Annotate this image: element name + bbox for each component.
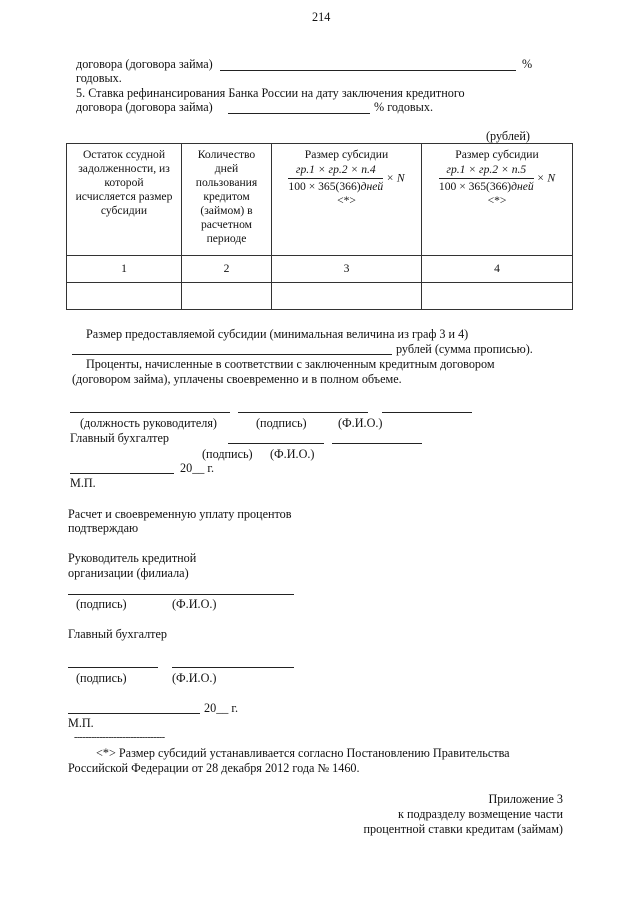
header-col1-line: задолженности, из (78, 162, 170, 175)
header-col1-line: исчисляется размер (75, 190, 173, 203)
header-col4-note: <*> (487, 194, 507, 207)
appendix-line3: процентной ставки кредитам (займам) (363, 822, 563, 836)
position-label: (должность руководителя) (80, 416, 217, 430)
header-col3-title: Размер субсидии (304, 148, 389, 161)
footnote-rule: -------------------------------- (74, 732, 165, 743)
interest-paid-line1: Проценты, начисленные в соответствии с заключенным кредитным договором (86, 357, 495, 371)
chief-signature-label: (подпись) (202, 447, 253, 461)
formula-p4-denominator (288, 179, 383, 194)
subsidy-amount-suffix: рублей (сумма прописью). (396, 342, 533, 356)
header-col4-title: Размер субсидии (455, 148, 539, 161)
bank-chief-signature-line[interactable] (68, 667, 158, 668)
header-col1-line: субсидии (100, 204, 148, 217)
header-col2-line: Количество (197, 148, 256, 161)
date-blank-line[interactable] (70, 473, 174, 474)
column-number: 4 (422, 256, 573, 283)
chief-accountant-label: Главный бухгалтер (70, 431, 170, 445)
formula-p4-multiplier: × N (386, 171, 405, 185)
header-col2-line: периоде (206, 232, 247, 245)
formula-p5-den-text: 100 × 365(366) (438, 180, 512, 193)
bank-date-blank-line[interactable] (68, 713, 200, 714)
formula-p5-denominator (439, 179, 534, 194)
appendix-line1: Приложение 3 (488, 792, 563, 806)
item5-suffix: % годовых. (374, 100, 434, 114)
header-col2-line: пользования (195, 176, 258, 189)
header-subsidy-p5 (422, 144, 573, 256)
table-number-row (67, 256, 573, 283)
header-col2-line: (займом) в (200, 204, 253, 217)
subsidy-amount-blank[interactable] (72, 354, 392, 355)
appendix-line2: к подразделу возмещение части (398, 807, 563, 821)
subsidy-amount-line1: Размер предоставляемой субсидии (минимальная величина из граф 3 и 4) (86, 327, 469, 341)
data-cell[interactable] (422, 283, 573, 310)
bank-date-text: 20__ г. (204, 701, 239, 715)
header-subsidy-p4 (272, 144, 422, 256)
bank-chief-fio-line[interactable] (172, 667, 294, 668)
formula-p5-numerator: гр.1 × гр.2 × п.5 (439, 163, 534, 179)
formula-p4-numerator: гр.1 × гр.2 × п.4 (288, 163, 383, 179)
footnote-line2: Российской Федерации от 28 декабря 2012 года № 1460. (68, 761, 360, 775)
chief-fio-label: (Ф.И.О.) (270, 447, 315, 461)
table-data-row (67, 283, 573, 310)
column-number: 1 (67, 256, 182, 283)
signature-line[interactable] (238, 412, 368, 413)
subsidy-table (66, 143, 573, 310)
fio-label: (Ф.И.О.) (338, 416, 383, 430)
bank-chief-fio-label: (Ф.И.О.) (172, 671, 217, 685)
data-cell[interactable] (182, 283, 272, 310)
bank-head-line1: Руководитель кредитной (68, 551, 197, 565)
page-number: 214 (312, 10, 331, 24)
data-cell[interactable] (272, 283, 422, 310)
chief-fio-line[interactable] (332, 443, 422, 444)
formula-p4-den-text: 100 × 365(366) (288, 180, 361, 193)
header-col2-line: дней (214, 162, 239, 175)
header-remaining-debt (67, 144, 182, 256)
table-header-row (67, 144, 573, 256)
bank-head-sign-label: (подпись) (76, 597, 127, 611)
header-col1-line: Остаток ссудной (82, 148, 166, 161)
contract-line-text: договора (договора займа) (76, 57, 213, 71)
header-col1-line: которой (104, 176, 144, 189)
column-number: 2 (182, 256, 272, 283)
bank-head-signature-line[interactable] (68, 594, 294, 595)
refinancing-rate-blank (228, 113, 370, 114)
confirm-line2: подтверждаю (68, 521, 139, 535)
table-unit: (рублей) (486, 129, 530, 143)
header-col2-line: расчетном (200, 218, 253, 231)
item5-line1: 5. Ставка рефинансирования Банка России на дату заключения кредитного (76, 86, 465, 100)
stamp-label: М.П. (70, 476, 96, 490)
position-sign-line[interactable] (70, 412, 230, 413)
rate-blank-line (220, 70, 516, 71)
bank-stamp-label: М.П. (68, 716, 94, 730)
item5-line2: договора (договора займа) (76, 100, 213, 114)
formula-p5-multiplier: × N (536, 171, 556, 185)
data-cell[interactable] (67, 283, 182, 310)
formula-p5 (424, 163, 570, 194)
bank-chief-accountant-label: Главный бухгалтер (68, 627, 168, 641)
footnote-line1: <*> Размер субсидий устанавливается согласно Постановлению Правительства (96, 746, 510, 760)
confirm-line1: Расчет и своевременную уплату процентов (68, 507, 292, 521)
formula-p5-den-days: дней (511, 180, 534, 193)
bank-head-line2: организации (филиала) (68, 566, 189, 580)
bank-chief-sign-label: (подпись) (76, 671, 127, 685)
interest-paid-line2: (договором займа), уплачены своевременно и в полном объеме. (72, 372, 402, 386)
column-number: 3 (272, 256, 422, 283)
percent-sign: % (522, 57, 533, 71)
header-days-count (182, 144, 272, 256)
chief-signature-line[interactable] (228, 443, 324, 444)
header-col3-note: <*> (337, 194, 356, 207)
date-text: 20__ г. (180, 461, 215, 475)
annual-text: годовых. (76, 71, 122, 85)
fio-line[interactable] (382, 412, 472, 413)
formula-p4 (274, 163, 419, 194)
signature-label: (подпись) (256, 416, 307, 430)
header-col2-line: кредитом (203, 190, 250, 203)
formula-p4-den-days: дней (360, 180, 384, 193)
bank-head-fio-label: (Ф.И.О.) (172, 597, 217, 611)
